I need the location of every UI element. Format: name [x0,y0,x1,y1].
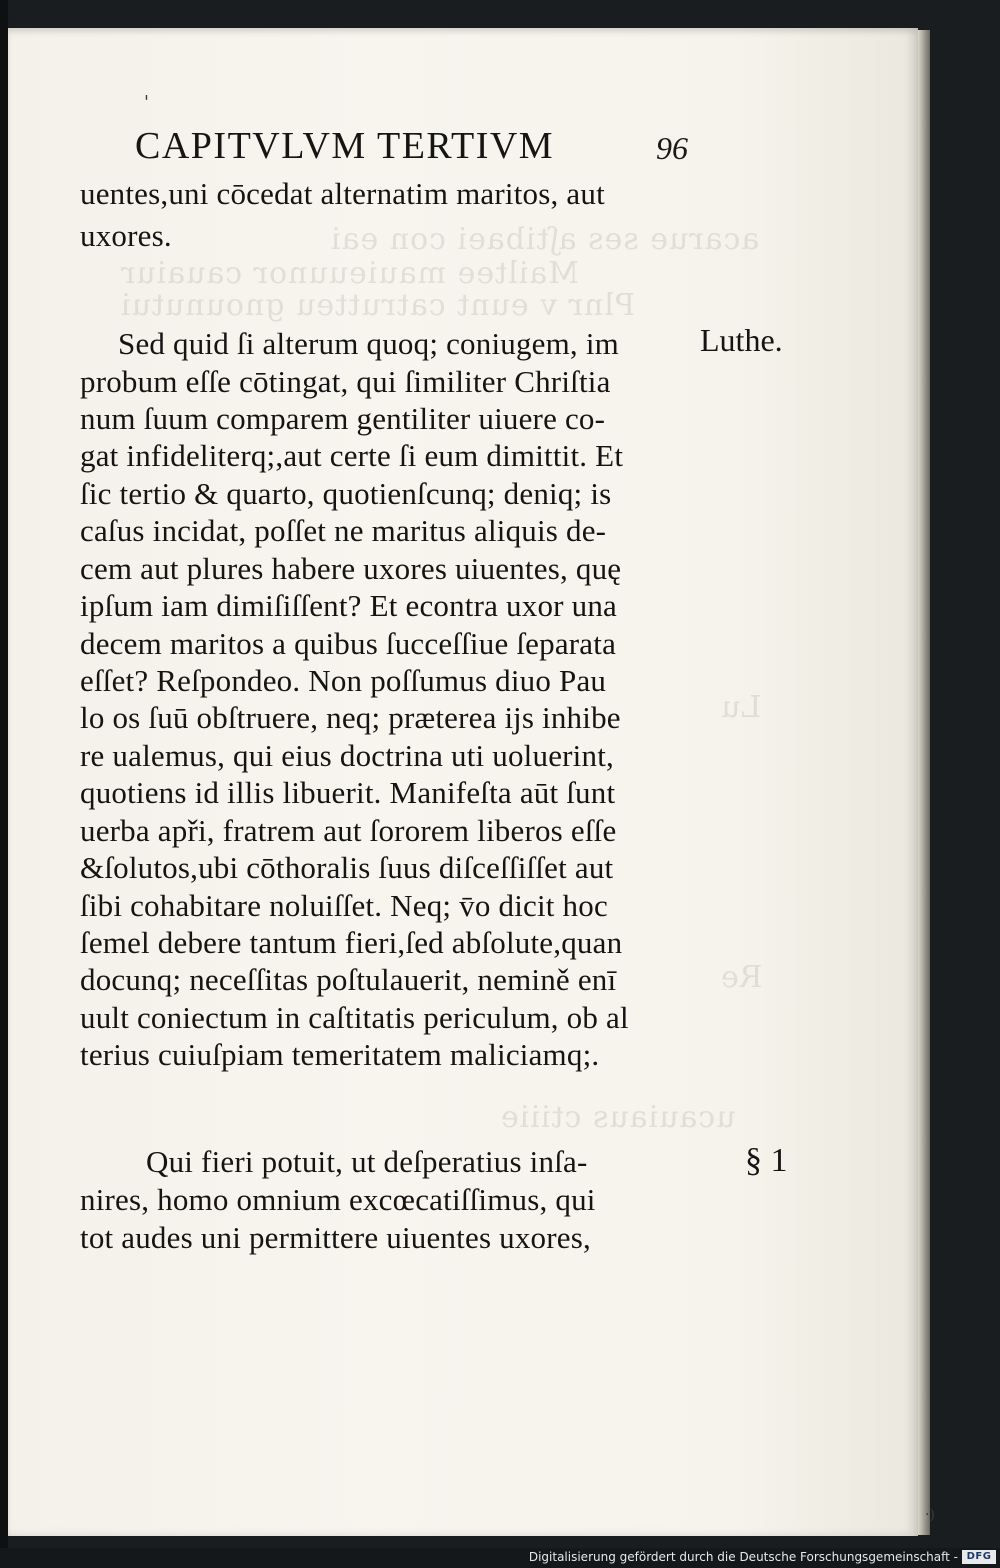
text-line: ipſum iam dimiſiſſent? Et econtra uxor una [80,588,617,623]
text-line: re ualemus, qui eius doctrina uti uoluerint, [80,738,614,773]
digitization-credit: Digitalisierung gefördert durch die Deutsche Forschungsgemeinschaft - [528,1550,958,1564]
text-line: caſus incidat, poſſet ne maritus aliquis de- [80,513,607,548]
text-line: terius cuiuſpiam temeritatem maliciamq;. [80,1037,600,1072]
text-line: tot audes uni permittere uiuentes uxores, [80,1220,591,1255]
binding-edge [0,0,8,1548]
top-mark: ' [144,92,149,113]
paragraph-start-line: Sed quid ſi alterum quoq; coniugem, im [118,326,619,361]
text-line: ſic tertio & quarto, quotienſcunq; deniq; is [80,476,612,511]
text-line: gat infideliterq;,aut certe ſi eum dimittit. Et [80,438,624,473]
show-through-text: ucauiaus ctiiie [500,1100,736,1135]
text-line: uerba apři, fratrem aut ſororem liberos eſſe [80,813,617,848]
text-line: ſemel debere tantum fieri,ſed abſolute,quan [80,925,623,960]
text-line: uentes,uni cōcedat alternatim maritos, aut [80,176,605,211]
running-title: CAPITVLVM TERTIVM [135,125,555,167]
show-through-text: acarue ses aʃtibaei con eai [330,222,760,257]
dfg-logo: DFG [962,1550,996,1564]
text-line: num ſuum comparem gentiliter uiuere co- [80,401,606,436]
text-line: &ſolutos,ubi cōthoralis ſuus diſceſſiſſet aut [80,850,614,885]
text-line: cem aut plures habere uxores uiuentes, quę [80,551,622,586]
marginal-note-luther: Luthe. [700,322,783,358]
show-through-text: Plnr v eunt catrutteu gnounutui [120,288,636,323]
text-line: eſſet? Reſpondeo. Non poſſumus diuo Pau [80,663,607,698]
text-line: uxores. [80,218,172,253]
text-line: uult coniectum in caſtitatis periculum, ob al [80,1000,629,1035]
text-line: ſibi cohabitare noluiſſet. Neq; v̄o dicit hoc [80,888,608,923]
text-line: probum eſſe cōtingat, qui ſimiliter Chriſtia [80,364,611,399]
page-number: 96 [656,130,688,166]
show-through-text: Lu [720,690,762,725]
text-line: nires, homo omnium excœcatiſſimus, qui [80,1182,596,1217]
page-fore-edge [918,30,930,1535]
section-mark: § 1 [745,1142,788,1179]
text-line: quotiens id illis libuerit. Manifeſta aūt ſunt [80,775,616,810]
text-line: lo os ſuū obſtruere, neq; præterea ĳs inhibe [80,700,621,735]
text-line: decem maritos a quibus ſucceſſiue ſeparata [80,626,617,661]
text-line: docunq; neceſſitas poſtulauerit, nemině enī [80,962,617,997]
show-through-text: Re [720,960,763,995]
corner-mark: ·) [925,1507,935,1523]
show-through-text: Mailtee mauieuunor cauaiur [120,256,579,291]
paragraph-start-line: Qui fieri potuit, ut deſperatius inſa- [146,1144,588,1179]
